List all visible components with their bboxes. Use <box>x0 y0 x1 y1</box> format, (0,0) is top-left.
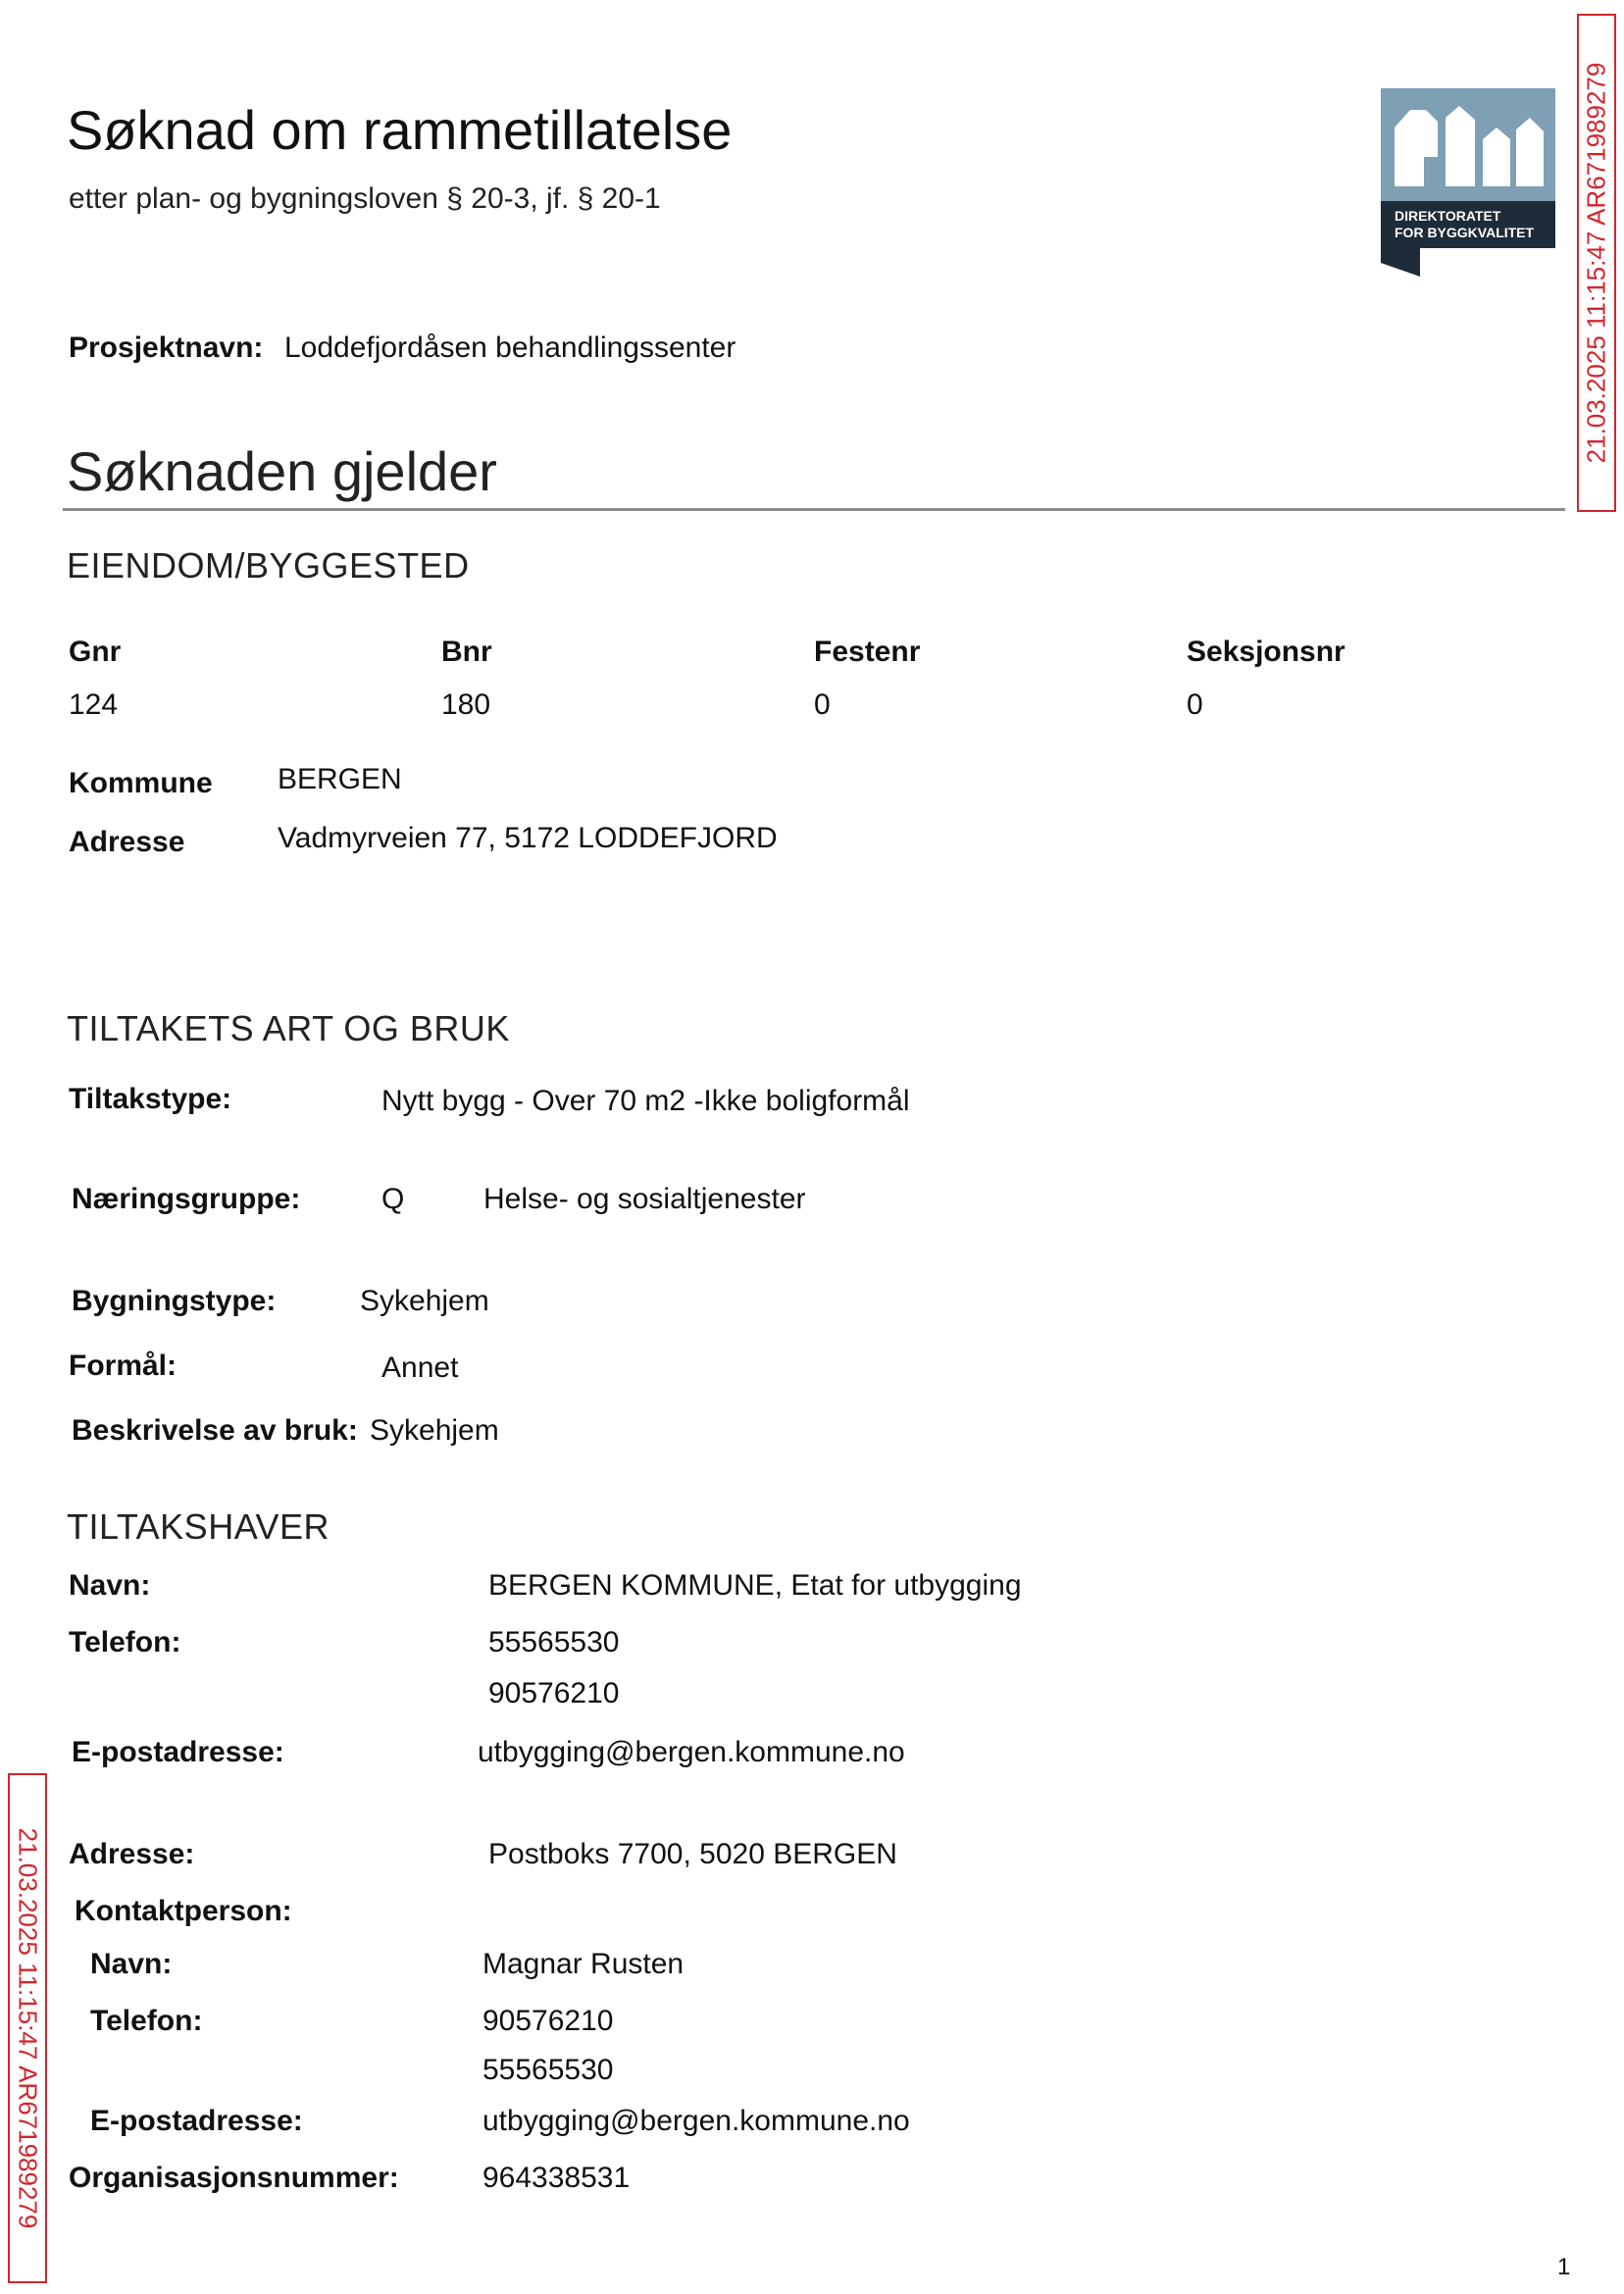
kommune-value: BERGEN <box>278 763 402 795</box>
owner-epost-label: E-postadresse: <box>72 1736 284 1768</box>
kommune-label: Kommune <box>69 767 213 799</box>
dibk-logo <box>1381 88 1555 277</box>
owner-telefon-value-1: 55565530 <box>488 1626 620 1658</box>
project-value: Loddefjordåsen behandlingssenter <box>284 331 736 364</box>
owner-telefon-label: Telefon: <box>69 1626 181 1658</box>
adresse-value: Vadmyrveien 77, 5172 LODDEFJORD <box>278 822 778 854</box>
naeringsgruppe-value: Helse- og sosialtjenester <box>483 1183 806 1215</box>
measure-heading: TILTAKETS ART OG BRUK <box>67 1008 510 1048</box>
property-val-seksjonsnr: 0 <box>1187 688 1203 721</box>
property-val-gnr: 124 <box>69 688 119 721</box>
kontakt-epost-label: E-postadresse: <box>90 2105 303 2137</box>
formal-label: Formål: <box>69 1350 178 1382</box>
owner-adresse-value: Postboks 7700, 5020 BERGEN <box>488 1838 897 1870</box>
bygningstype-value: Sykehjem <box>360 1285 489 1317</box>
dibk-logo-icon <box>1381 88 1555 277</box>
logo-text-line2: FOR BYGGKVALITET <box>1395 225 1535 240</box>
property-col-gnr: Gnr <box>69 636 122 668</box>
document-subtitle: etter plan- og bygningsloven § 20-3, jf. § 20-1 <box>69 182 661 215</box>
beskrivelse-value: Sykehjem <box>370 1414 499 1447</box>
section-divider <box>63 508 1565 511</box>
owner-heading: TILTAKSHAVER <box>67 1506 330 1547</box>
bygningstype-label: Bygningstype: <box>72 1285 277 1317</box>
project-label: Prosjektnavn: <box>69 331 264 364</box>
formal-value: Annet <box>381 1351 459 1384</box>
kontakt-telefon-label: Telefon: <box>90 2005 203 2037</box>
org-value: 964338531 <box>482 2162 631 2194</box>
logo-text-line1: DIREKTORATET <box>1395 208 1501 224</box>
kontaktperson-label: Kontaktperson: <box>75 1895 292 1927</box>
owner-epost-value: utbygging@bergen.kommune.no <box>478 1736 905 1768</box>
section-title: Søknaden gjelder <box>67 440 497 502</box>
owner-navn-value: BERGEN KOMMUNE, Etat for utbygging <box>488 1569 1022 1602</box>
adresse-label: Adresse <box>69 826 185 858</box>
kontakt-epost-value: utbygging@bergen.kommune.no <box>482 2105 910 2137</box>
stamp-left <box>8 1773 47 2283</box>
kontakt-telefon-value-1: 90576210 <box>482 2005 614 2037</box>
page-number: 1 <box>1557 2254 1571 2280</box>
property-val-bnr: 180 <box>441 688 491 721</box>
owner-telefon-value-2: 90576210 <box>488 1677 620 1709</box>
property-val-festenr: 0 <box>814 688 831 721</box>
kontakt-navn-label: Navn: <box>90 1948 173 1980</box>
stamp-right-text: 21.03.2025 11:15:47 AR671989279 <box>1581 62 1611 464</box>
stamp-left-text: 21.03.2025 11:15:47 AR671989279 <box>13 1827 43 2229</box>
property-col-seksjonsnr: Seksjonsnr <box>1187 636 1345 668</box>
stamp-right <box>1577 14 1616 512</box>
property-col-bnr: Bnr <box>441 636 492 668</box>
property-col-festenr: Festenr <box>814 636 921 668</box>
property-heading: EIENDOM/BYGGESTED <box>67 545 470 586</box>
tiltakstype-value: Nytt bygg - Over 70 m2 -Ikke boligformål <box>381 1085 910 1117</box>
org-label: Organisasjonsnummer: <box>69 2162 399 2194</box>
tiltakstype-label: Tiltakstype: <box>69 1083 232 1115</box>
document-title: Søknad om rammetillatelse <box>67 99 733 161</box>
kontakt-telefon-value-2: 55565530 <box>482 2054 614 2086</box>
beskrivelse-label: Beskrivelse av bruk: <box>72 1414 358 1447</box>
owner-adresse-label: Adresse: <box>69 1838 195 1870</box>
owner-navn-label: Navn: <box>69 1569 151 1602</box>
naeringsgruppe-label: Næringsgruppe: <box>72 1183 301 1215</box>
naeringsgruppe-code: Q <box>381 1183 405 1215</box>
kontakt-navn-value: Magnar Rusten <box>482 1948 685 1980</box>
